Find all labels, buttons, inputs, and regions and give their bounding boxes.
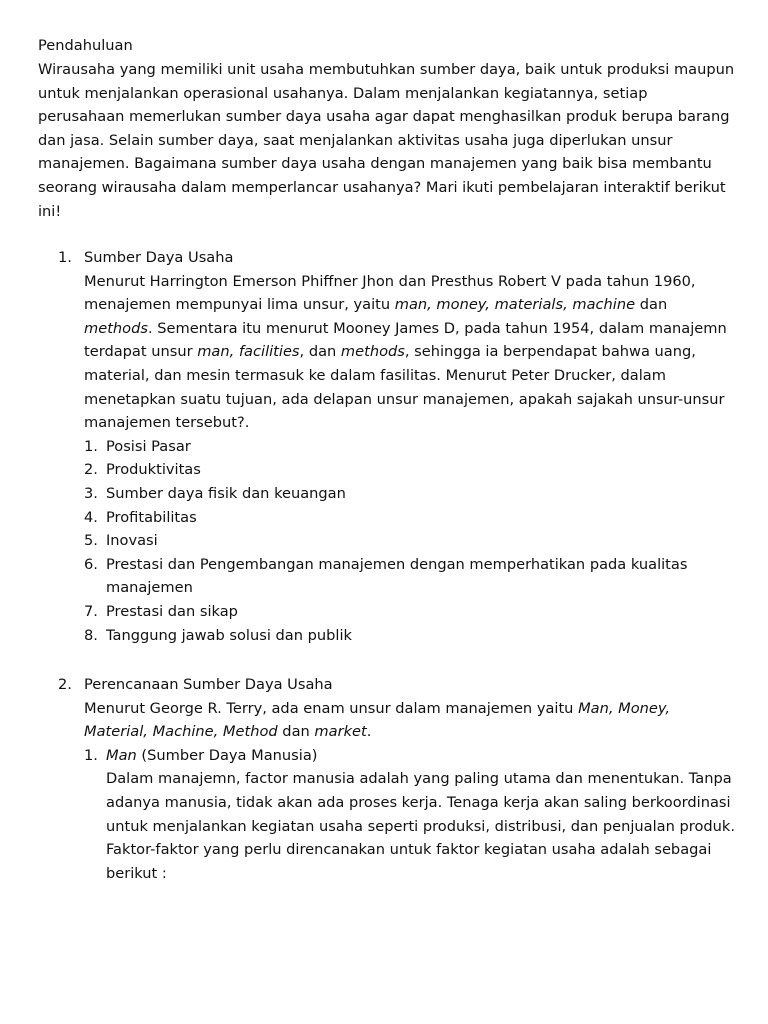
section-title: Perencanaan Sumber Daya Usaha <box>84 676 333 693</box>
list-item: 5. Inovasi <box>84 532 158 550</box>
subsection-title: Man (Sumber Daya Manusia) <box>106 746 318 764</box>
subsection-paragraph: Dalam manajemn, factor manusia adalah yang paling utama dan menentukan. Tanpa adanya manusia, tidak akan ada proses kerja. Tenaga kerja akan saling berkoordinasi untuk menjalankan kegiatan usaha seperti produksi, distribusi, dan penjualan produk. <box>106 770 735 835</box>
subsection-man: 1. Man (Sumber Daya Manusia) Dalam manajemn, factor manusia adalah yang paling utama dan menentukan. Tanpa adanya manusia, tidak akan ada proses kerja. Tenaga kerja akan saling berkoordinasi untuk menjalankan kegiatan usaha seperti produksi, distribusi, dan penjualan produk. Faktor-faktor yang perlu direncanakan untuk faktor kegiatan usaha adalah sebagai berikut : <box>84 744 738 886</box>
section-sumber-daya-usaha <box>38 246 738 647</box>
section-title: Sumber Daya Usaha <box>84 249 234 266</box>
list-item: 8. Tanggung jawab solusi dan publik <box>84 626 352 644</box>
subsection-paragraph: Faktor-faktor yang perlu direncanakan untuk faktor kegiatan usaha adalah sebagai berikut : <box>106 841 712 882</box>
document-heading: Pendahuluan <box>38 37 133 54</box>
list-item: 1. Posisi Pasar <box>84 437 191 455</box>
section-perencanaan-sumber-daya-usaha <box>38 673 738 885</box>
management-elements-list <box>84 435 738 647</box>
intro-paragraph: Wirausaha yang memiliki unit usaha membutuhkan sumber daya, baik untuk produksi maupun untuk menjalankan operasional usahanya. Dalam menjalankan kegiatannya, setiap perusahaan memerlukan sumber daya usaha agar dapat menghasilkan produk berupa barang dan jasa. Selain sumber daya, saat menjalankan aktivitas usaha juga diperlukan unsur manajemen. Bagaimana sumber daya usaha dengan manajemen yang baik bisa membantu seorang wirausaha dalam memperlancar usahanya? Mari ikuti pembelajaran interaktif berikut ini! <box>38 61 735 220</box>
section-number: 1. <box>58 249 72 266</box>
section-paragraph: Menurut Harrington Emerson Phiffner Jhon dan Presthus Robert V pada tahun 1960, menajemen mempunyai lima unsur, yaitu man, money, materials, machine dan methods. Sementara itu menurut Mooney James D, pada tahun 1954, dalam manajemn terdapat unsur man, facilities, dan methods, sehingga ia berpendapat bahwa uang, material, dan mesin termasuk ke dalam fasilitas. Menurut Peter Drucker, dalam menetapkan suatu tujuan, ada delapan unsur manajemen, apakah sajakah unsur-unsur manajemen tersebut?. <box>84 272 727 432</box>
list-item: 3. Sumber daya fisik dan keuangan <box>84 484 346 502</box>
section-paragraph: Menurut George R. Terry, ada enam unsur dalam manajemen yaitu Man, Money, Material, Machine, Method dan market. <box>84 699 671 741</box>
list-item: 7. Prestasi dan sikap <box>84 602 238 620</box>
section-number: 2. <box>58 676 72 693</box>
list-item: 2. Produktivitas <box>84 461 201 479</box>
list-item: 6. Prestasi dan Pengembangan manajemen dengan memperhatikan pada kualitas manajemen <box>84 555 688 597</box>
list-item: 4. Profitabilitas <box>84 508 197 526</box>
